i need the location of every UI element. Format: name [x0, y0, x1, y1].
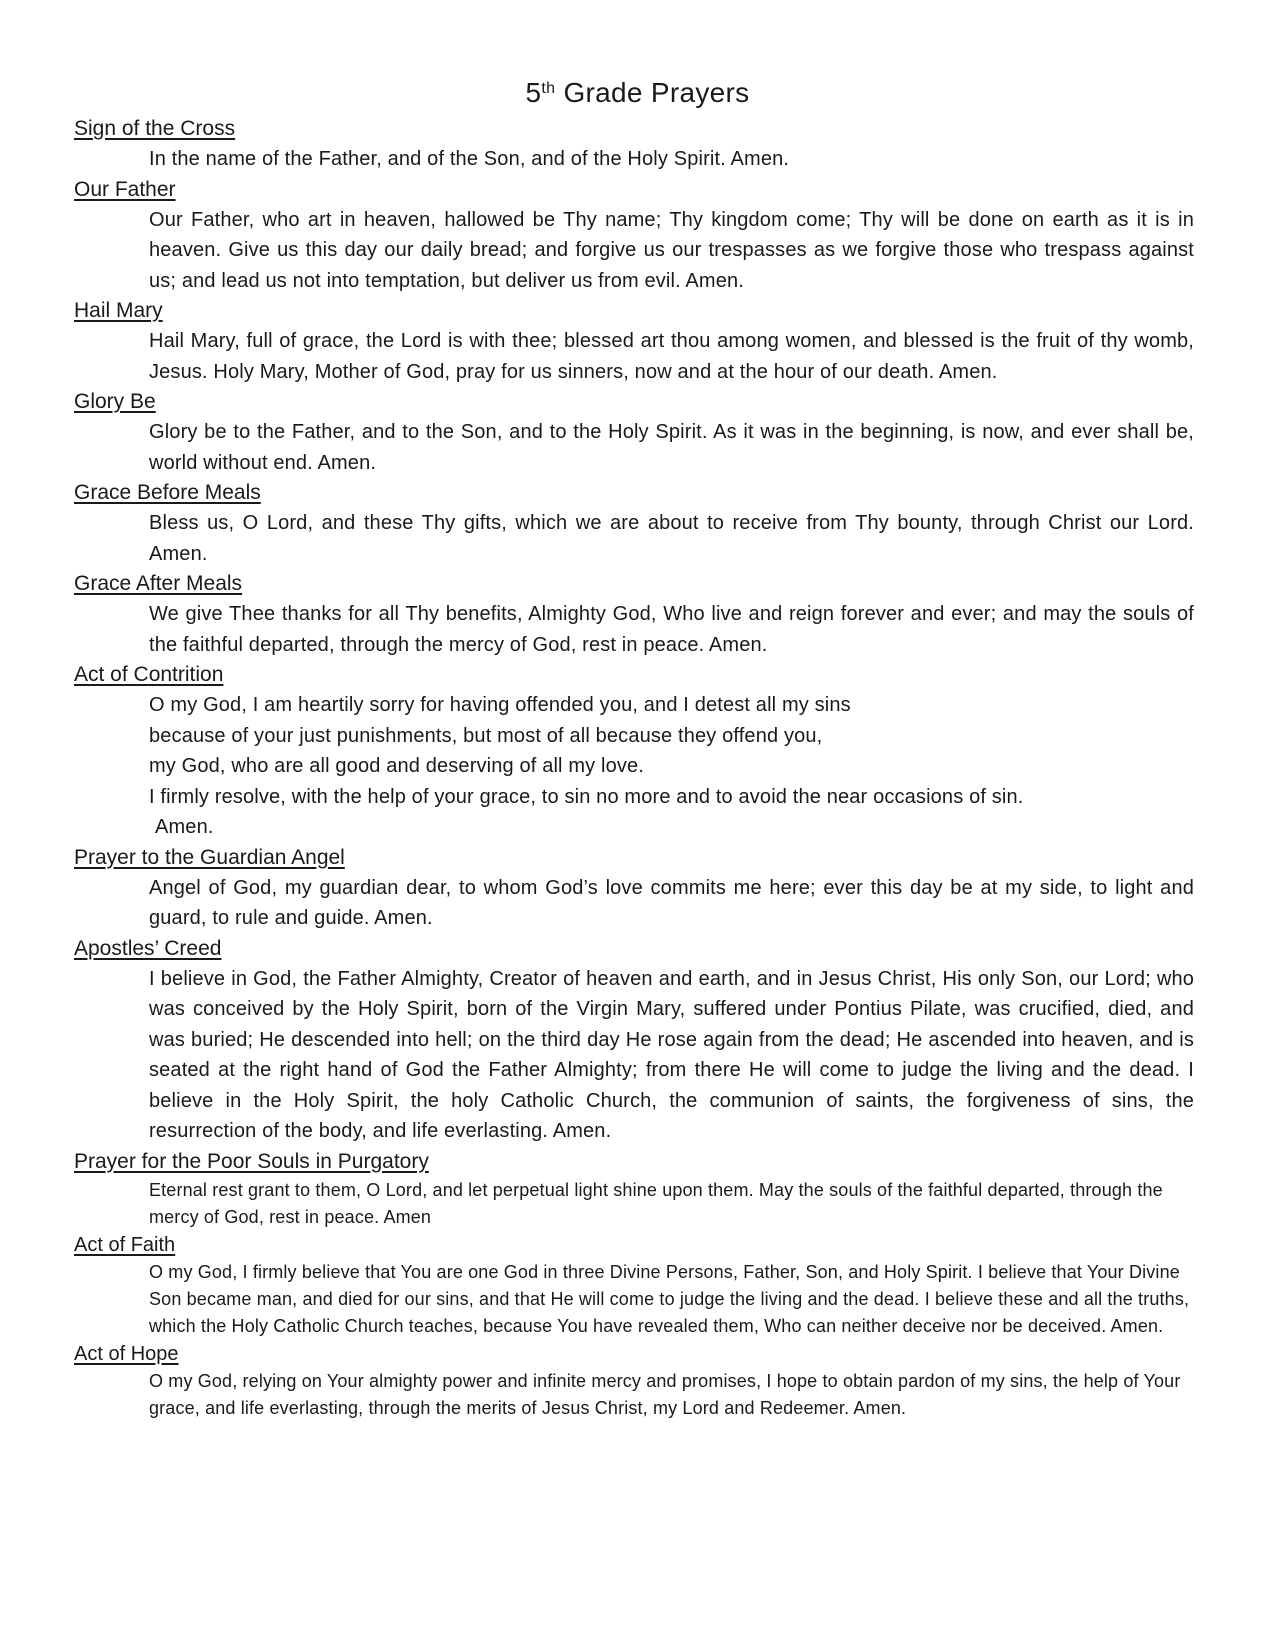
- prayer-line: because of your just punishments, but most of all because they offend you,: [149, 724, 823, 747]
- prayer-heading: Grace After Meals: [74, 572, 243, 595]
- prayer-heading: Our Father: [74, 177, 176, 201]
- prayer-text: Angel of God, my guardian dear, to whom God’s love commits me here; ever this day be at my side, to light and guard, to rule and guide. Amen.: [149, 876, 1194, 929]
- prayer-text: O my God, relying on Your almighty power and infinite mercy and promises, I hope to obtain pardon of my sins, the help of Your grace, and life everlasting, through the merits of Jesus Christ, my Lord and Redeemer. Amen.: [149, 1370, 1181, 1418]
- prayer-grace-after-meals: [74, 569, 1194, 660]
- prayer-text: I believe in God, the Father Almighty, Creator of heaven and earth, and in Jesus Christ, His only Son, our Lord; who was conceived by the Holy Spirit, born of the Virgin Mary, suffered under Pontius Pilate, was crucified, died, and was buried; He descended into hell; on the third day He rose again from the dead; He ascended into heaven, and is seated at the right hand of God the Father Almighty; from there He will come to judge the living and the dead. I believe in the Holy Spirit, the holy Catholic Church, the communion of saints, the forgiveness of sins, the resurrection of the body, and life everlasting. Amen.: [149, 967, 1194, 1142]
- prayer-heading: Hail Mary: [74, 299, 163, 322]
- prayer-act-of-hope: [74, 1340, 1194, 1422]
- prayer-line: I firmly resolve, with the help of your grace, to sin no more and to avoid the near occasions of sin.: [149, 785, 1024, 808]
- prayer-heading: Grace Before Meals: [74, 481, 261, 504]
- prayer-text: Bless us, O Lord, and these Thy gifts, which we are about to receive from Thy bounty, through Christ our Lord. Amen.: [149, 512, 1194, 565]
- prayer-hail-mary: [74, 296, 1194, 387]
- prayer-line: my God, who are all good and deserving of all my love.: [149, 755, 645, 777]
- prayer-act-of-contrition: [74, 660, 1194, 843]
- title-text: Grade Prayers: [555, 77, 750, 108]
- prayer-sign-of-the-cross: [74, 114, 1194, 175]
- prayer-apostles-creed: [74, 934, 1194, 1147]
- prayer-text: [149, 690, 1194, 843]
- prayer-text: Eternal rest grant to them, O Lord, and let perpetual light shine upon them. May the souls of the faithful departed, through the mercy of God, rest in peace. Amen: [149, 1179, 1163, 1227]
- prayer-heading: Sign of the Cross: [74, 117, 236, 140]
- prayer-line: O my God, I am heartily sorry for having offended you, and I detest all my sins: [149, 694, 851, 716]
- page-title: [0, 76, 1275, 110]
- prayer-text: O my God, I firmly believe that You are one God in three Divine Persons, Father, Son, and Holy Spirit. I believe that Your Divine Son became man, and died for our sins, and that He will come to judge the living and the dead. I believe these and all the truths, which the Holy Catholic Church teaches, because You have revealed them, Who can neither deceive nor be deceived. Amen.: [149, 1261, 1190, 1336]
- prayer-heading: Act of Hope: [74, 1342, 179, 1365]
- prayer-poor-souls: [74, 1147, 1194, 1231]
- prayer-line: Amen.: [155, 816, 214, 838]
- prayer-text: In the name of the Father, and of the Son, and of the Holy Spirit. Amen.: [149, 148, 790, 170]
- prayer-act-of-faith: [74, 1231, 1194, 1340]
- prayer-heading: Prayer for the Poor Souls in Purgatory: [74, 1149, 429, 1173]
- prayer-our-father: [74, 175, 1194, 297]
- prayer-heading: Apostles’ Creed: [74, 936, 222, 960]
- prayer-grace-before-meals: [74, 478, 1194, 569]
- prayer-text: Our Father, who art in heaven, hallowed be Thy name; Thy kingdom come; Thy will be done on earth as it is in heaven. Give us this day our daily bread; and forgive us our trespasses as we forgive those who trespass against us; and lead us not into temptation, but deliver us from evil. Amen.: [149, 208, 1194, 292]
- title-number: 5: [525, 77, 542, 108]
- prayer-glory-be: [74, 387, 1194, 478]
- prayer-heading: Act of Faith: [74, 1233, 176, 1256]
- title-ordinal-suffix: th: [541, 80, 556, 97]
- prayer-text: We give Thee thanks for all Thy benefits, Almighty God, Who live and reign forever and ever; and may the souls of the faithful departed, through the mercy of God, rest in peace. Amen.: [149, 603, 1194, 656]
- prayer-heading: Prayer to the Guardian Angel: [74, 845, 345, 869]
- prayer-text: Glory be to the Father, and to the Son, and to the Holy Spirit. As it was in the beginning, is now, and ever shall be, world without end. Amen.: [149, 421, 1194, 474]
- prayer-heading: Act of Contrition: [74, 663, 224, 686]
- prayer-guardian-angel: [74, 843, 1194, 934]
- prayer-list: [74, 114, 1194, 1422]
- prayer-text: Hail Mary, full of grace, the Lord is with thee; blessed art thou among women, and blessed is the fruit of thy womb, Jesus. Holy Mary, Mother of God, pray for us sinners, now and at the hour of our death. Amen.: [149, 330, 1194, 383]
- prayer-heading: Glory Be: [74, 390, 156, 413]
